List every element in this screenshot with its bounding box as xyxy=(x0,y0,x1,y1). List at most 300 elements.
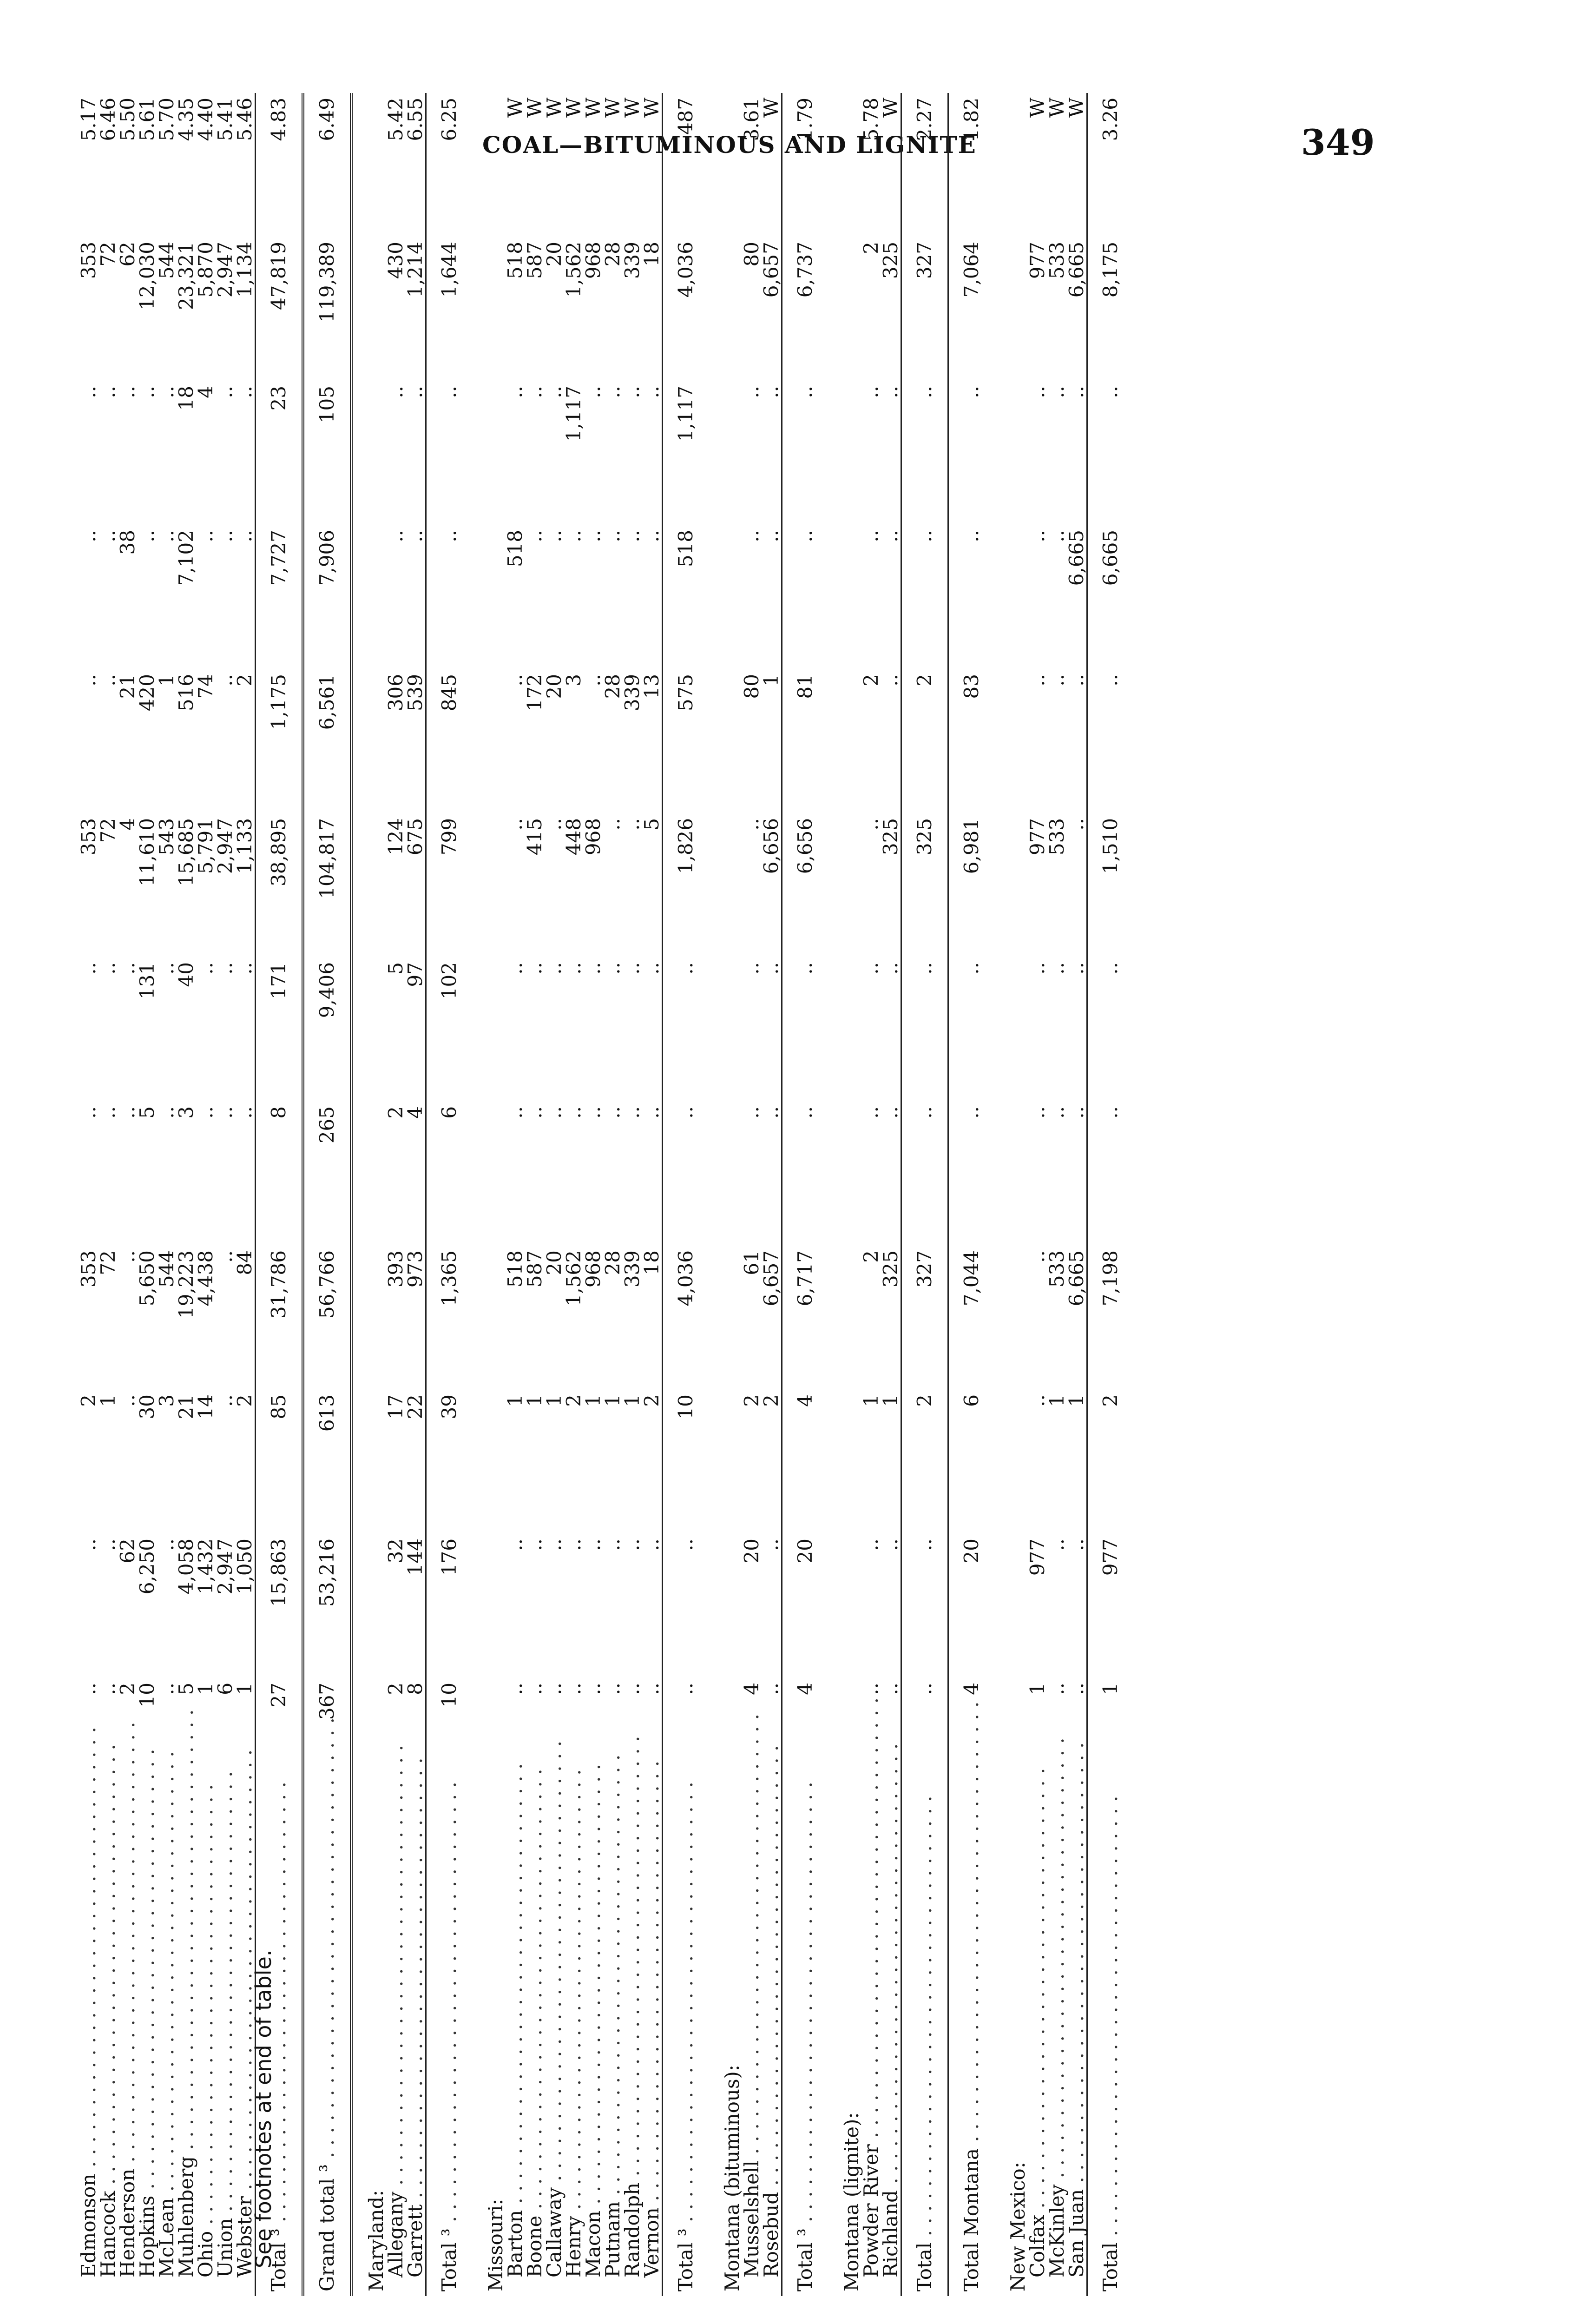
table-row xyxy=(861,93,881,2296)
cell-value: 28 xyxy=(601,1250,624,1275)
cell-value: 5 xyxy=(384,962,407,975)
cell-value: 353 xyxy=(77,818,100,856)
cell-value: 393 xyxy=(384,1250,407,1288)
cell-value: .. xyxy=(640,1106,663,1119)
cell-value: 1,050 xyxy=(233,1538,256,1595)
cell-value: .. xyxy=(214,1106,237,1119)
cell-value: 23,321 xyxy=(175,242,197,310)
row-label: Macon . . . xyxy=(584,1822,603,2296)
cell-value: 15,863 xyxy=(256,1534,303,1678)
cell-value: W xyxy=(523,98,546,118)
cell-value: .. xyxy=(1045,962,1068,975)
cell-value: .. xyxy=(233,962,256,975)
cell-value: 4,036 xyxy=(663,237,709,381)
cell-value: 1,432 xyxy=(194,1538,217,1595)
cell-value: .. xyxy=(760,386,782,398)
cell-value: 5.50 xyxy=(116,98,139,141)
cell-value: .. xyxy=(663,1678,709,1822)
cell-value: .. xyxy=(1065,386,1088,398)
cell-value: 3.26 xyxy=(1087,93,1134,237)
cell-value: .. xyxy=(760,530,782,542)
cell-value: .. xyxy=(562,1683,585,1695)
cell-value: 28 xyxy=(601,674,624,699)
cell-value xyxy=(472,1246,506,1390)
cell-value: .. xyxy=(1065,1683,1088,1695)
cell-value: 97 xyxy=(404,962,427,987)
cell-value: .. xyxy=(582,1683,605,1695)
cell-value: .. xyxy=(640,1683,663,1695)
cell-value: .. xyxy=(879,674,902,687)
cell-value: .. xyxy=(663,1102,709,1246)
cell-value xyxy=(472,957,506,1102)
cell-value: .. xyxy=(582,386,605,398)
cell-value: 5,791 xyxy=(194,818,217,874)
cell-value: 487 xyxy=(663,93,709,237)
cell-value xyxy=(709,237,742,381)
cell-value: 1,365 xyxy=(426,1246,473,1390)
cell-value xyxy=(472,93,506,237)
cell-value: .. xyxy=(136,530,158,542)
cell-value xyxy=(351,1246,386,1390)
cell-value: W xyxy=(879,98,902,118)
cell-value: 1.82 xyxy=(948,93,995,237)
cell-value: 613 xyxy=(303,1390,351,1534)
cell-value: .. xyxy=(426,381,473,525)
cell-value: 587 xyxy=(523,242,546,279)
cell-value: 533 xyxy=(1045,242,1068,279)
cell-value: 415 xyxy=(523,818,546,856)
cell-value: .. xyxy=(543,1538,565,1551)
cell-value: 327 xyxy=(901,1246,948,1390)
cell-value xyxy=(351,957,386,1102)
cell-value xyxy=(472,813,506,957)
cell-value xyxy=(351,1390,386,1534)
cell-value: .. xyxy=(523,1683,546,1695)
cell-value: W xyxy=(1065,98,1088,118)
cell-value: .. xyxy=(155,1538,178,1551)
cell-value: 81 xyxy=(782,669,828,813)
row-label: Ohio . . . xyxy=(196,1822,216,2296)
cell-value: .. xyxy=(860,386,882,398)
cell-value: .. xyxy=(1026,1250,1049,1263)
cell-value: 6,657 xyxy=(760,1250,782,1307)
cell-value: .. xyxy=(948,957,995,1102)
cell-value: .. xyxy=(155,386,178,398)
cell-value: 2,947 xyxy=(214,1538,237,1595)
table-row xyxy=(406,93,426,2296)
cell-value: .. xyxy=(77,1106,100,1119)
cell-value: 124 xyxy=(384,818,407,856)
cell-value: 38 xyxy=(116,530,139,555)
cell-value: 47,819 xyxy=(256,237,303,381)
cell-value: 544 xyxy=(155,1250,178,1288)
cell-value: 2 xyxy=(77,1394,100,1407)
cell-value: 1,826 xyxy=(663,813,709,957)
cell-value xyxy=(709,957,742,1102)
cell-value: 5.17 xyxy=(77,98,100,141)
cell-value: .. xyxy=(948,1102,995,1246)
row-label: Total Montana . . . xyxy=(948,1822,995,2296)
table-row xyxy=(196,93,216,2296)
cell-value: 22 xyxy=(404,1394,427,1419)
cell-value: .. xyxy=(504,674,526,687)
cell-value: 325 xyxy=(901,813,948,957)
cell-value: 5 xyxy=(175,1683,197,1695)
cell-value xyxy=(709,1678,742,1822)
cell-value: 353 xyxy=(77,242,100,279)
cell-value xyxy=(709,669,742,813)
cell-value: 176 xyxy=(426,1534,473,1678)
cell-value: 1 xyxy=(1087,1678,1134,1822)
cell-value: .. xyxy=(384,530,407,542)
row-label: Montana (bituminous): xyxy=(721,2064,743,2291)
cell-value: .. xyxy=(1045,1538,1068,1551)
cell-value: .. xyxy=(194,962,217,975)
cell-value: 10 xyxy=(136,1683,158,1708)
row-label: Union . . . xyxy=(216,1822,235,2296)
total-row xyxy=(901,93,948,2296)
cell-value: .. xyxy=(901,1678,948,1822)
cell-value: 1,133 xyxy=(233,818,256,874)
cell-value: 1 xyxy=(582,1394,605,1407)
table-row xyxy=(1047,93,1067,2296)
cell-value xyxy=(709,813,742,957)
cell-value: 543 xyxy=(155,818,178,856)
cell-value: 5.46 xyxy=(233,98,256,141)
cell-value: 13 xyxy=(640,674,663,699)
cell-value: 4 xyxy=(116,818,139,831)
cell-value: 10 xyxy=(663,1390,709,1534)
cell-value: 20 xyxy=(740,1538,763,1564)
cell-value: .. xyxy=(760,962,782,975)
cell-value: 56,766 xyxy=(303,1246,351,1390)
cell-value: 62 xyxy=(116,242,139,267)
cell-value: 1 xyxy=(543,1394,565,1407)
cell-value xyxy=(472,1390,506,1534)
cell-value: 15,685 xyxy=(175,818,197,886)
cell-value: 17 xyxy=(384,1394,407,1419)
cell-value: 6.25 xyxy=(426,93,473,237)
row-label: McLean . . . xyxy=(157,1822,177,2296)
cell-value: 61 xyxy=(740,1250,763,1275)
cell-value: 1 xyxy=(523,1394,546,1407)
cell-value: 265 xyxy=(303,1102,351,1246)
cell-value: 6,665 xyxy=(1065,1250,1088,1307)
cell-value: 7,064 xyxy=(948,237,995,381)
cell-value: 1 xyxy=(879,1394,902,1407)
cell-value: 5.78 xyxy=(860,98,882,141)
cell-value: 8 xyxy=(256,1102,303,1246)
cell-value: 3.61 xyxy=(740,98,763,141)
cell-value: .. xyxy=(97,1538,119,1551)
cell-value xyxy=(994,381,1028,525)
cell-value: 30 xyxy=(136,1394,158,1419)
row-label: Putnam . . . xyxy=(603,1822,623,2296)
cell-value xyxy=(994,1678,1028,1822)
cell-value: 2 xyxy=(640,1394,663,1407)
cell-value: .. xyxy=(97,674,119,687)
cell-value: 1,175 xyxy=(256,669,303,813)
cell-value: .. xyxy=(523,962,546,975)
cell-value: .. xyxy=(640,962,663,975)
cell-value: .. xyxy=(1026,1394,1049,1407)
cell-value: .. xyxy=(155,1106,178,1119)
cell-value: .. xyxy=(901,381,948,525)
cell-value: .. xyxy=(1026,386,1049,398)
cell-value: .. xyxy=(77,674,100,687)
cell-value xyxy=(472,381,506,525)
row-label: Powder River . . . xyxy=(861,1822,881,2296)
cell-value: .. xyxy=(1065,1106,1088,1119)
running-header: COAL—BITUMINOUS AND LIGNITE xyxy=(482,131,977,158)
table-row xyxy=(762,93,782,2296)
table-row xyxy=(742,93,762,2296)
cell-value: .. xyxy=(523,1538,546,1551)
cell-value xyxy=(994,1102,1028,1246)
cell-value: 1 xyxy=(1026,1683,1049,1695)
cell-value: W xyxy=(640,98,663,118)
cell-value: 2 xyxy=(740,1394,763,1407)
cell-value: .. xyxy=(562,962,585,975)
table-body xyxy=(79,93,1133,2296)
cell-value: .. xyxy=(1065,674,1088,687)
cell-value: 6,657 xyxy=(760,242,782,298)
cell-value: 587 xyxy=(523,1250,546,1288)
cell-value: 84 xyxy=(233,1250,256,1275)
cell-value xyxy=(351,669,386,813)
cell-value: .. xyxy=(663,957,709,1102)
cell-value: .. xyxy=(1045,386,1068,398)
cell-value: 83 xyxy=(948,669,995,813)
cell-value: 6,561 xyxy=(303,669,351,813)
cell-value: 533 xyxy=(1045,818,1068,856)
cell-value: .. xyxy=(116,1106,139,1119)
cell-value: 7,727 xyxy=(256,525,303,669)
cell-value xyxy=(828,1246,861,1390)
cell-value: 3 xyxy=(155,1394,178,1407)
total-row xyxy=(782,93,828,2296)
cell-value xyxy=(994,669,1028,813)
cell-value: 6,665 xyxy=(1065,530,1088,586)
cell-value: .. xyxy=(601,962,624,975)
cell-value: 2 xyxy=(860,242,882,254)
cell-value: 5,870 xyxy=(194,242,217,298)
row-label: McKinley . . . xyxy=(1047,1822,1067,2296)
cell-value: .. xyxy=(582,1106,605,1119)
cell-value: 6,717 xyxy=(782,1246,828,1390)
cell-value: .. xyxy=(97,1106,119,1119)
cell-value: 968 xyxy=(582,818,605,856)
cell-value: 119,389 xyxy=(303,237,351,381)
table-row xyxy=(584,93,603,2296)
cell-value: .. xyxy=(760,1683,782,1695)
cell-value: 2 xyxy=(1087,1390,1134,1534)
cell-value: .. xyxy=(543,530,565,542)
cell-value: 430 xyxy=(384,242,407,279)
table-row xyxy=(525,93,545,2296)
cell-value: 306 xyxy=(384,674,407,712)
group-heading-row xyxy=(828,93,861,2296)
cell-value: .. xyxy=(860,818,882,831)
cell-value: 144 xyxy=(404,1538,427,1576)
cell-value: .. xyxy=(1087,669,1134,813)
cell-value: .. xyxy=(860,1106,882,1119)
cell-value: 20 xyxy=(948,1534,995,1678)
cell-value: 5.70 xyxy=(155,98,178,141)
cell-value: 2 xyxy=(860,674,882,687)
cell-value xyxy=(472,669,506,813)
row-label: Grand total ³ . . . xyxy=(303,1822,351,2296)
cell-value: .. xyxy=(214,962,237,975)
cell-value: .. xyxy=(504,1106,526,1119)
cell-value: 32 xyxy=(384,1538,407,1564)
cell-value: 4 xyxy=(782,1390,828,1534)
cell-value: 10 xyxy=(426,1678,473,1822)
cell-value: .. xyxy=(601,1683,624,1695)
cell-value xyxy=(828,237,861,381)
cell-value: 2 xyxy=(384,1106,407,1119)
cell-value: 21 xyxy=(116,674,139,699)
cell-value: 1,562 xyxy=(562,1250,585,1307)
cell-value: .. xyxy=(760,1538,782,1551)
cell-value: 2 xyxy=(901,669,948,813)
cell-value: 518 xyxy=(663,525,709,669)
table-row xyxy=(545,93,564,2296)
cell-value: 20 xyxy=(782,1534,828,1678)
cell-value: .. xyxy=(97,962,119,975)
table-row xyxy=(564,93,584,2296)
cell-value: .. xyxy=(760,1106,782,1119)
cell-value: 105 xyxy=(303,381,351,525)
cell-value: .. xyxy=(860,962,882,975)
cell-value xyxy=(709,1534,742,1678)
cell-value: .. xyxy=(782,525,828,669)
cell-value: 23 xyxy=(256,381,303,525)
cell-value: .. xyxy=(214,674,237,687)
cell-value: 6,981 xyxy=(948,813,995,957)
cell-value: 28 xyxy=(601,242,624,267)
cell-value: 2 xyxy=(901,1390,948,1534)
cell-value: .. xyxy=(1045,530,1068,542)
cell-value: 27 xyxy=(256,1678,303,1822)
cell-value xyxy=(994,1390,1028,1534)
cell-value: .. xyxy=(1026,674,1049,687)
cell-value: 968 xyxy=(582,242,605,279)
row-label: Randolph . . . xyxy=(623,1822,642,2296)
cell-value: .. xyxy=(740,386,763,398)
cell-value: .. xyxy=(879,386,902,398)
cell-value: 968 xyxy=(582,1250,605,1288)
cell-value: .. xyxy=(543,1683,565,1695)
cell-value: 102 xyxy=(426,957,473,1102)
cell-value xyxy=(828,93,861,237)
cell-value: 2 xyxy=(116,1683,139,1695)
row-label: Total ³ . . . xyxy=(663,1822,709,2296)
cell-value: 12,030 xyxy=(136,242,158,310)
cell-value: 80 xyxy=(740,242,763,267)
table-row xyxy=(623,93,642,2296)
cell-value: .. xyxy=(155,530,178,542)
cell-value: 72 xyxy=(97,242,119,267)
coal-production-table xyxy=(79,93,1133,2296)
cell-value: W xyxy=(582,98,605,118)
cell-value xyxy=(828,813,861,957)
cell-value xyxy=(828,1102,861,1246)
cell-value: 1 xyxy=(1045,1394,1068,1407)
table-row xyxy=(1067,93,1087,2296)
cell-value: .. xyxy=(1065,818,1088,831)
group-heading-row xyxy=(994,93,1028,2296)
cell-value xyxy=(709,93,742,237)
cell-value: .. xyxy=(116,962,139,975)
cell-value: .. xyxy=(1065,962,1088,975)
cell-value: 19,223 xyxy=(175,1250,197,1319)
cell-value: 845 xyxy=(426,669,473,813)
cell-value: 339 xyxy=(621,674,644,712)
cell-value: .. xyxy=(879,530,902,542)
cell-value: .. xyxy=(426,525,473,669)
cell-value: .. xyxy=(504,1538,526,1551)
cell-value: .. xyxy=(879,962,902,975)
page-number: 349 xyxy=(1301,122,1375,163)
cell-value: 18 xyxy=(175,386,197,411)
table-row xyxy=(1028,93,1047,2296)
cell-value: 20 xyxy=(543,1250,565,1275)
cell-value: .. xyxy=(404,530,427,542)
cell-value xyxy=(994,525,1028,669)
cell-value: .. xyxy=(523,1106,546,1119)
cell-value: .. xyxy=(116,1394,139,1407)
row-label: Garrett . . . xyxy=(406,1822,426,2296)
cell-value: .. xyxy=(523,530,546,542)
cell-value: .. xyxy=(948,525,995,669)
cell-value: 72 xyxy=(97,1250,119,1275)
cell-value: .. xyxy=(901,1102,948,1246)
cell-value: W xyxy=(760,98,782,118)
cell-value: 5 xyxy=(640,818,663,831)
cell-value: 72 xyxy=(97,818,119,843)
cell-value xyxy=(351,237,386,381)
cell-value: .. xyxy=(1045,1683,1068,1695)
cell-value: .. xyxy=(1045,1106,1068,1119)
cell-value xyxy=(472,525,506,669)
cell-value: .. xyxy=(601,530,624,542)
cell-value: .. xyxy=(562,1106,585,1119)
cell-value: 977 xyxy=(1087,1534,1134,1678)
cell-value xyxy=(709,525,742,669)
cell-value: 9,406 xyxy=(303,957,351,1102)
cell-value: .. xyxy=(233,530,256,542)
cell-value xyxy=(828,957,861,1102)
row-label: Colfax . . . xyxy=(1028,1822,1047,2296)
cell-value xyxy=(351,525,386,669)
cell-value: 1 xyxy=(194,1683,217,1695)
cell-value: 6,656 xyxy=(760,818,782,874)
cell-value: .. xyxy=(1087,381,1134,525)
cell-value: .. xyxy=(879,1538,902,1551)
cell-value: 1 xyxy=(1065,1394,1088,1407)
cell-value: 367 xyxy=(303,1678,351,1822)
cell-value: 2 xyxy=(233,674,256,687)
cell-value xyxy=(351,1534,386,1678)
cell-value: .. xyxy=(582,1538,605,1551)
cell-value xyxy=(709,381,742,525)
table-row xyxy=(881,93,901,2296)
cell-value: 1 xyxy=(504,1394,526,1407)
cell-value: 3 xyxy=(175,1106,197,1119)
group-heading-row xyxy=(709,93,742,2296)
cell-value: .. xyxy=(1026,530,1049,542)
